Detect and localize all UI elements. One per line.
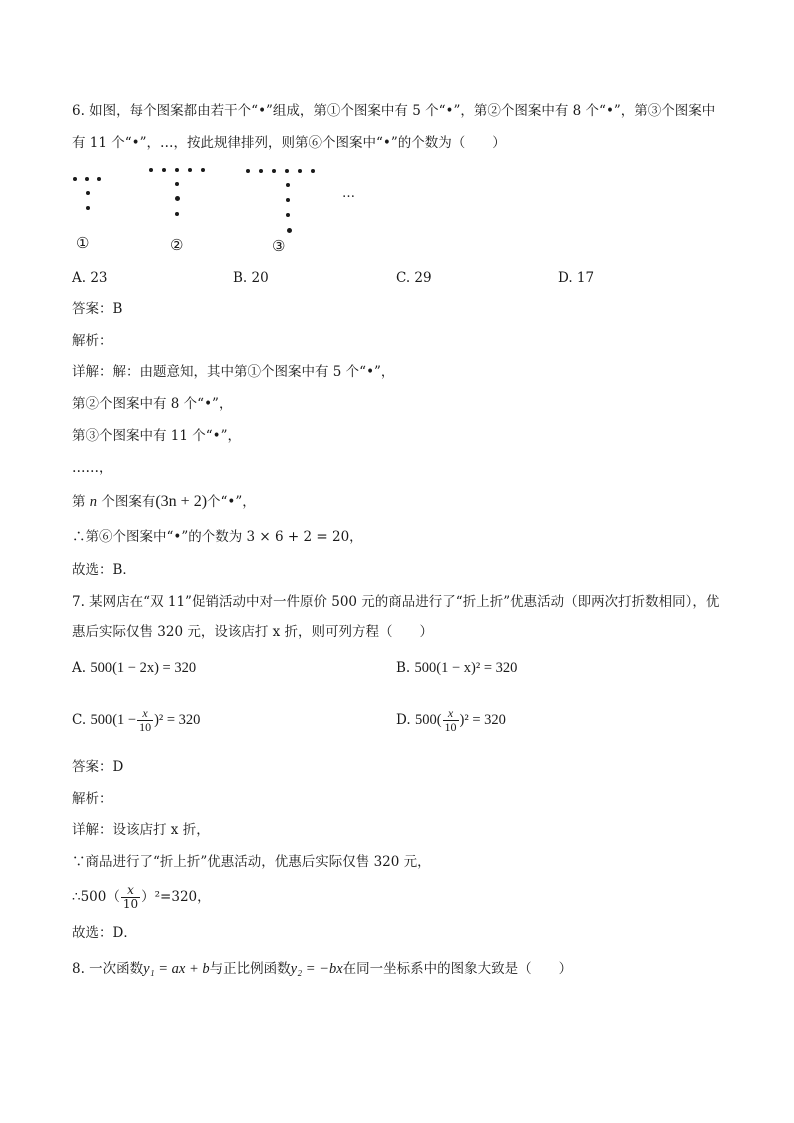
formula-3n-plus-2: (3n + 2) xyxy=(155,493,208,510)
denominator: 10 xyxy=(444,720,457,735)
text: 个图案有 xyxy=(97,494,156,510)
q6-detail-3: 第③个图案中有 11 个“•”， xyxy=(72,428,242,444)
q7-option-a xyxy=(72,658,196,678)
pattern-ellipsis: … xyxy=(342,186,355,201)
formula-part: )² = 320 xyxy=(154,712,201,728)
q6-stem-line1: 6. 如图，每个图案都由若干个“•”组成，第①个图案中有 5 个“•”，第②个图案中有 8 个“•”，第③个图案中 xyxy=(72,103,716,119)
formula-part: 500( xyxy=(414,712,442,728)
option-formula: 500(1 − x)² = 320 xyxy=(414,660,518,676)
dot xyxy=(272,169,276,173)
q6-option-d: D. 17 xyxy=(558,270,595,286)
q6-analysis-label: 解析： xyxy=(72,333,113,349)
q7-option-d xyxy=(396,704,506,736)
q6-detail-2: 第②个图案中有 8 个“•”， xyxy=(72,396,233,412)
formula-part: )² = 320 xyxy=(459,712,506,728)
q6-conclusion: 故选：B． xyxy=(72,562,136,578)
dot xyxy=(97,177,101,181)
pattern-label-3: ③ xyxy=(272,237,286,255)
formula-part: ∴500（ xyxy=(72,889,120,905)
q7-detail-1: 详解：设该店打 x 折， xyxy=(72,822,210,838)
dot xyxy=(73,177,77,181)
var-n: n xyxy=(89,494,98,510)
dot xyxy=(149,168,153,172)
q7-stem-line2: 惠后实际仅售 320 元，设该店打 x 折，则可列方程（ ） xyxy=(72,624,434,640)
q7-answer: 答案：D xyxy=(72,759,124,775)
dot xyxy=(286,183,290,187)
q6-answer: 答案：B xyxy=(72,301,123,317)
option-formula xyxy=(414,706,506,735)
dot xyxy=(188,168,192,172)
dot xyxy=(246,169,250,173)
formula-part: ）²=320， xyxy=(141,889,211,905)
dot xyxy=(311,169,315,173)
option-label: C. xyxy=(72,712,87,728)
text: 8. 一次函数 xyxy=(72,961,144,977)
pattern-label-2: ② xyxy=(170,236,184,254)
numerator: x xyxy=(137,707,153,721)
dot xyxy=(175,212,179,216)
numerator: x xyxy=(121,884,140,898)
option-label: B. xyxy=(396,660,411,676)
formula-part: 500(1 − xyxy=(90,712,137,728)
q7-detail-2: ∵商品进行了“折上折”优惠活动，优惠后实际仅售 320 元， xyxy=(72,854,431,870)
dot xyxy=(287,228,292,233)
dot xyxy=(175,196,180,201)
q6-detail-6: ∴第⑥个图案中“•”的个数为 3 × 6 + 2 = 20， xyxy=(72,529,363,545)
dot xyxy=(286,213,290,217)
q6-detail-5 xyxy=(72,492,256,512)
q7-stem-line1: 7. 某网店在“双 11”促销活动中对一件原价 500 元的商品进行了“折上折”优惠活动（即两次打折数相同），优 xyxy=(72,594,720,610)
q6-detail-1: 详解：解：由题意知，其中第①个图案中有 5 个“•”， xyxy=(72,364,395,380)
fraction xyxy=(443,707,459,734)
option-label: D. xyxy=(396,712,411,728)
q7-conclusion: 故选：D． xyxy=(72,925,137,941)
dot xyxy=(201,168,205,172)
text: 个“•”， xyxy=(207,494,256,510)
text: 在同一坐标系中的图象大致是（ ） xyxy=(342,961,573,977)
fraction xyxy=(137,707,153,734)
q8-stem xyxy=(72,959,572,979)
q6-option-c: C. 29 xyxy=(396,270,432,286)
dot xyxy=(259,169,263,173)
q7-detail-3 xyxy=(72,880,211,914)
dot xyxy=(162,168,166,172)
option-formula: 500(1 − 2x) = 320 xyxy=(90,660,197,676)
denominator: 10 xyxy=(139,720,152,735)
q7-option-c xyxy=(72,704,200,736)
q7-option-b xyxy=(396,658,517,678)
dot xyxy=(175,182,179,186)
text: 第 xyxy=(72,494,90,510)
dot xyxy=(85,177,89,181)
formula-y2: y₂ = −bx xyxy=(290,961,343,977)
pattern-label-1: ① xyxy=(76,234,90,252)
dot xyxy=(86,191,90,195)
numerator: x xyxy=(443,707,459,721)
fraction xyxy=(121,884,140,911)
text: 与正比例函数 xyxy=(209,961,291,977)
option-formula xyxy=(90,706,201,735)
formula-y1: y₁ = ax + b xyxy=(143,961,210,977)
dot xyxy=(285,169,289,173)
q7-analysis-label: 解析： xyxy=(72,791,113,807)
denominator: 10 xyxy=(122,897,139,911)
q6-stem-line2: 有 11 个“•”，…，按此规律排列，则第⑥个图案中“•”的个数为（ ） xyxy=(72,135,506,151)
option-label: A. xyxy=(72,660,87,676)
q6-detail-4: ……， xyxy=(72,460,113,476)
dot xyxy=(298,169,302,173)
q6-option-a: A. 23 xyxy=(72,270,108,286)
q6-option-b: B. 20 xyxy=(233,270,269,286)
dot xyxy=(86,206,90,210)
dot xyxy=(286,198,290,202)
dot xyxy=(175,168,179,172)
